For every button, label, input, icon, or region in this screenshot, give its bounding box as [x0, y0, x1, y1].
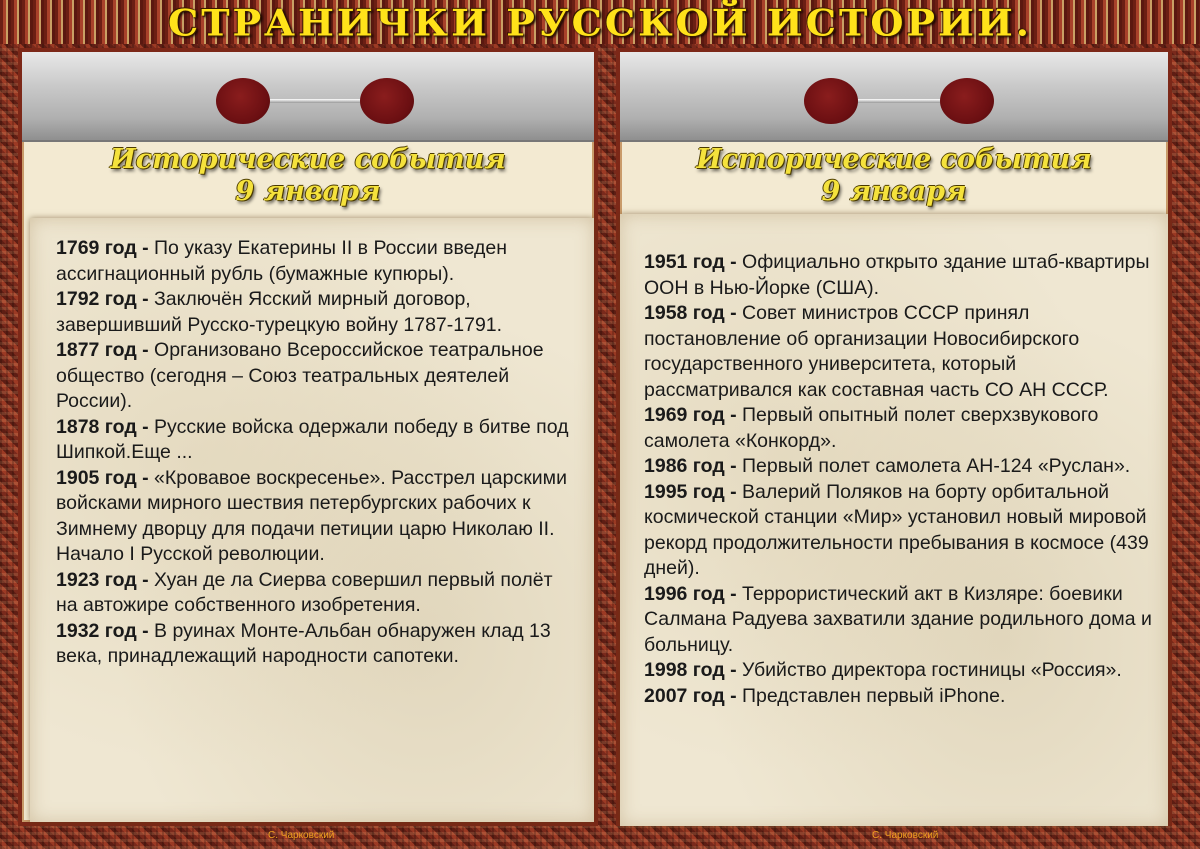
- event-item: [644, 684, 1160, 710]
- event-item: [56, 415, 576, 466]
- event-year: 2007 год -: [644, 684, 737, 707]
- event-text: Официально открыто здание штаб-квартиры ООН в Нью-Йорке (США).: [644, 251, 1150, 299]
- event-year: 1905 год -: [56, 466, 149, 489]
- event-year: 1877 год -: [56, 339, 149, 361]
- event-item: [644, 582, 1160, 659]
- event-item: [644, 301, 1160, 403]
- event-text: Первый полет самолета АН-124 «Руслан».: [736, 455, 1131, 477]
- event-item: [644, 250, 1160, 301]
- right-events-list: [644, 250, 1160, 709]
- event-item: [644, 454, 1160, 480]
- event-item: [644, 480, 1160, 582]
- event-year: 1932 год -: [56, 619, 149, 642]
- event-item: [56, 338, 576, 415]
- event-text: Террористический акт в Кизляре: боевики Салмана Радуева захватили здание родильного дома и больницу.: [644, 582, 1152, 656]
- event-text: В руинах Монте-Альбан обнаружен клад 13 века, принадлежащий народности сапотеки.: [56, 619, 551, 667]
- left-events-list: [56, 236, 576, 670]
- page-title: СТРАНИЧКИ РУССКОЙ ИСТОРИИ.: [167, 1, 1033, 44]
- heading-line-2: 9 января: [235, 176, 381, 207]
- event-item: [644, 403, 1160, 454]
- event-item: [56, 287, 576, 338]
- right-panel: [616, 48, 1172, 826]
- event-year: 1996 год -: [644, 582, 737, 605]
- event-text: Русские войска одержали победу в битве под Шипкой.Еще ...: [56, 415, 569, 463]
- event-item: [56, 236, 576, 287]
- left-heading: [22, 144, 594, 208]
- event-year: 1958 год -: [644, 302, 737, 324]
- left-paper-sheet: [30, 218, 594, 822]
- heading-line-1: Исторические события: [110, 144, 506, 175]
- event-item: [56, 568, 576, 619]
- binder-ring-icon: [804, 78, 858, 124]
- left-panel: [18, 48, 598, 826]
- author-credit: С. Чарковский: [268, 830, 335, 841]
- event-text: Совет министров СССР принял постановление об организации Новосибирского государственного университета, который рассматривался как составная часть СО АН СССР.: [644, 302, 1109, 401]
- event-text: Первый опытный полет сверхзвукового самолета «Конкорд».: [644, 404, 1099, 452]
- event-year: 1792 год -: [56, 288, 149, 310]
- event-text: Валерий Поляков на борту орбитальной космической станции «Мир» установил новый мировой рекорд продолжительности пребывания в космосе (439 дней).: [644, 480, 1149, 579]
- right-heading: [620, 144, 1168, 208]
- event-text: По указу Екатерины II в России введен ассигнационный рубль (бумажные купюры).: [56, 237, 508, 285]
- event-text: «Кровавое воскресенье». Расстрел царскими войсками мирного шествия петербургских рабочих к Зимнему дворцу для подачи петиции царю Николаю II. Начало I Русской революции.: [56, 466, 567, 565]
- event-year: 1986 год -: [644, 455, 737, 477]
- author-credit: С. Чарковский: [872, 830, 939, 841]
- event-year: 1923 год -: [56, 568, 149, 591]
- event-year: 1951 год -: [644, 251, 737, 273]
- event-year: 1998 год -: [644, 659, 737, 681]
- event-year: 1769 год -: [56, 237, 149, 259]
- event-item: [56, 619, 576, 670]
- left-header-bar: [22, 52, 594, 142]
- event-text: Хуан де ла Сиерва совершил первый полёт на автожире собственного изобретения.: [56, 568, 553, 616]
- event-text: Заключён Ясский мирный договор, завершивший Русско-турецкую войну 1787-1791.: [56, 288, 503, 336]
- heading-line-2: 9 января: [821, 176, 967, 207]
- event-year: 1878 год -: [56, 415, 149, 438]
- binder-ring-icon: [360, 78, 414, 124]
- event-year: 1995 год -: [644, 480, 737, 503]
- title-banner: [0, 0, 1200, 44]
- right-header-bar: [620, 52, 1168, 142]
- event-item: [644, 658, 1160, 684]
- event-item: [56, 466, 576, 568]
- binder-ring-icon: [940, 78, 994, 124]
- event-text: Организовано Всероссийское театральное общество (сегодня – Союз театральных деятелей России).: [56, 339, 544, 412]
- right-paper-sheet: [620, 214, 1168, 826]
- binder-ring-icon: [216, 78, 270, 124]
- event-year: 1969 год -: [644, 404, 737, 426]
- event-text: Убийство директора гостиницы «Россия».: [736, 659, 1122, 681]
- event-text: Представлен первый iPhone.: [736, 684, 1006, 707]
- heading-line-1: Исторические события: [696, 144, 1092, 175]
